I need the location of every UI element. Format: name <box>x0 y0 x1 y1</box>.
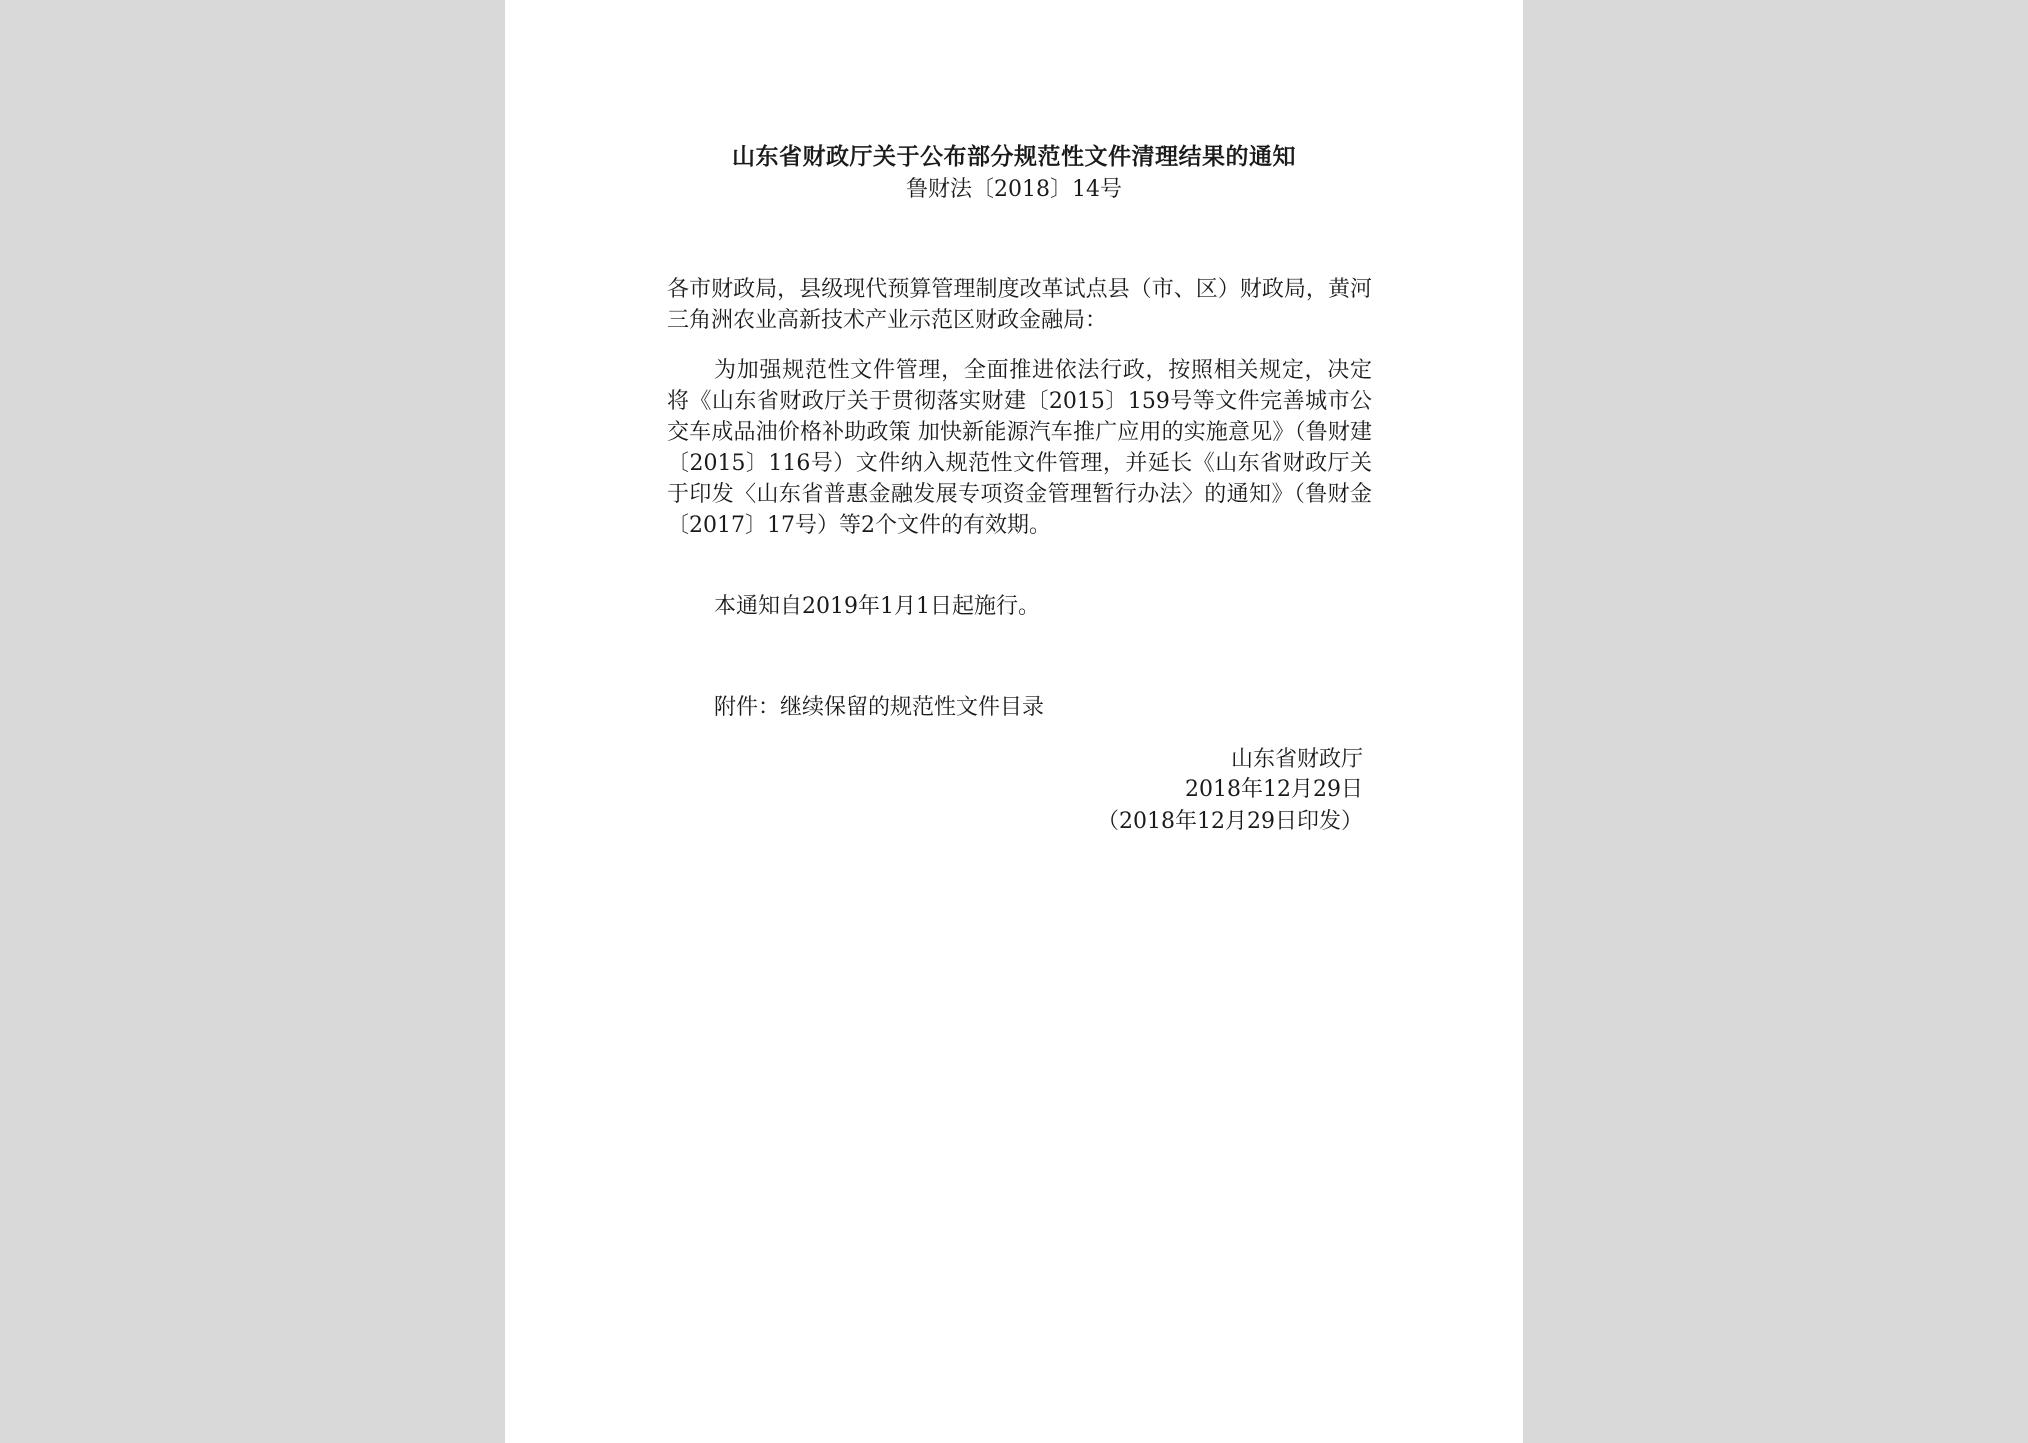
attachment-line: 附件：继续保留的规范性文件目录 <box>714 695 1045 720</box>
issue-date: 2018年12月29日 <box>1185 777 1363 802</box>
print-note: （2018年12月29日印发） <box>1097 809 1363 834</box>
document-title: 山东省财政厅关于公布部分规范性文件清理结果的通知 <box>732 143 1296 170</box>
document-page <box>505 0 1523 1443</box>
issuer-name: 山东省财政厅 <box>1230 747 1363 772</box>
effective-date-paragraph: 本通知自2019年1月1日起施行。 <box>714 594 1040 619</box>
body-paragraph: 为加强规范性文件管理，全面推进依法行政，按照相关规定，决定将《山东省财政厅关于贯彻落实财建〔2015〕159号等文件完善城市公交车成品油价格补助政策 加快新能源汽车推广应用的实施意见》（鲁财建〔2015〕116号）文件纳入规范性文件管理，并延长《山东省财政厅关于印发〈山东省普惠金融发展专项资金管理暂行办法〉的通知》（鲁财金〔2017〕17号）等2个文件的有效期。 <box>667 358 1372 538</box>
document-number: 鲁财法〔2018〕14号 <box>906 177 1122 202</box>
addressee: 各市财政局，县级现代预算管理制度改革试点县（市、区）财政局，黄河三角洲农业高新技术产业示范区财政金融局： <box>667 277 1372 333</box>
